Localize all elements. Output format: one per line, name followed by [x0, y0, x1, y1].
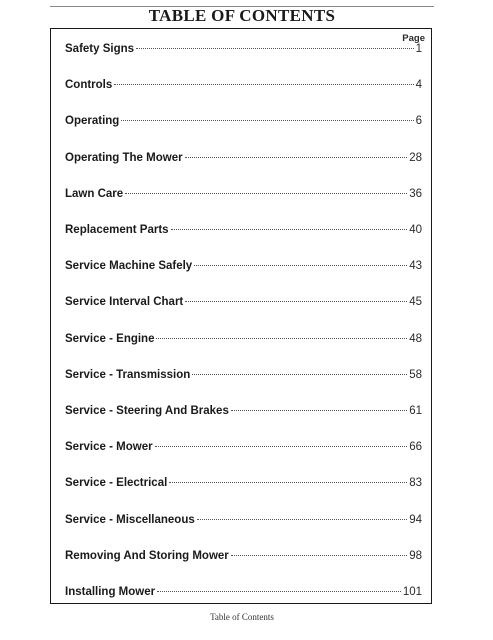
dot-leader [231, 555, 407, 556]
toc-entry-page-number: 43 [409, 260, 422, 273]
toc-entry-page-number: 45 [409, 296, 422, 309]
toc-entry[interactable] [65, 152, 422, 168]
toc-entry-page-number: 58 [409, 368, 422, 381]
toc-entry-label: Service Machine Safely [65, 260, 193, 273]
toc-box [50, 28, 432, 604]
toc-entry[interactable] [65, 260, 422, 276]
dot-leader [185, 157, 408, 158]
toc-entry-label: Safety Signs [65, 43, 135, 55]
dot-leader [194, 265, 407, 266]
dot-leader [136, 48, 414, 49]
toc-entry[interactable] [65, 369, 422, 385]
toc-entry[interactable] [65, 441, 422, 457]
toc-entry[interactable] [65, 586, 422, 602]
dot-leader [185, 301, 407, 302]
dot-leader [192, 374, 407, 375]
dot-leader [156, 338, 407, 339]
toc-entry-page-number: 48 [409, 332, 422, 345]
toc-entry-page-number: 98 [409, 549, 422, 562]
dot-leader [231, 410, 407, 411]
toc-entry-label: Replacement Parts [65, 224, 169, 236]
toc-entry-label: Installing Mower [65, 586, 156, 598]
page-footer: Table of Contents [210, 612, 274, 622]
toc-entry-page-number: 6 [415, 115, 422, 128]
toc-entry[interactable] [65, 514, 422, 530]
toc-entry-label: Service - Engine [65, 332, 155, 345]
dot-leader [171, 229, 408, 230]
toc-entry[interactable] [65, 405, 422, 421]
toc-entry[interactable] [65, 79, 422, 95]
toc-entry-label: Removing And Storing Mower [65, 549, 229, 562]
toc-entry[interactable] [65, 115, 422, 131]
toc-entry[interactable] [65, 296, 422, 312]
dot-leader [125, 193, 407, 194]
toc-entry[interactable] [65, 550, 422, 566]
toc-entry-label: Operating The Mower [65, 151, 183, 164]
dot-leader [155, 446, 408, 447]
toc-entry-page-number: 94 [409, 513, 422, 526]
toc-entry-label: Lawn Care [65, 187, 124, 200]
toc-entry-label: Service - Mower [65, 441, 153, 454]
page-title: TABLE OF CONTENTS [148, 6, 336, 25]
toc-entry-page-number: 4 [415, 79, 422, 92]
page-column-label: Page [402, 33, 425, 44]
toc-entry-label: Service - Transmission [65, 368, 191, 381]
toc-entry-label: Operating [65, 115, 120, 128]
toc-entry-page-number: 61 [409, 405, 422, 417]
toc-entry[interactable] [65, 43, 422, 59]
toc-entry-page-number: 28 [409, 151, 422, 164]
toc-entry[interactable] [65, 333, 422, 349]
toc-entry[interactable] [65, 188, 422, 204]
toc-entry-page-number: 40 [409, 224, 422, 236]
toc-entry-page-number: 36 [409, 187, 422, 200]
toc-entry-label: Service Interval Chart [65, 296, 184, 309]
toc-entry-label: Service - Steering And Brakes [65, 405, 229, 417]
toc-entry-page-number: 101 [402, 586, 422, 598]
dot-leader [121, 120, 413, 121]
toc-entry-page-number: 83 [409, 477, 422, 490]
toc-entry-page-number: 1 [415, 43, 422, 55]
dot-leader [197, 519, 407, 520]
dot-leader [169, 482, 407, 483]
toc-entry[interactable] [65, 477, 422, 493]
dot-leader [114, 84, 413, 85]
dot-leader [157, 591, 401, 592]
toc-entry-page-number: 66 [409, 441, 422, 454]
toc-entry-label: Service - Electrical [65, 477, 168, 490]
toc-entry-label: Controls [65, 79, 113, 92]
toc-entry[interactable] [65, 224, 422, 240]
toc-entry-label: Service - Miscellaneous [65, 513, 195, 526]
